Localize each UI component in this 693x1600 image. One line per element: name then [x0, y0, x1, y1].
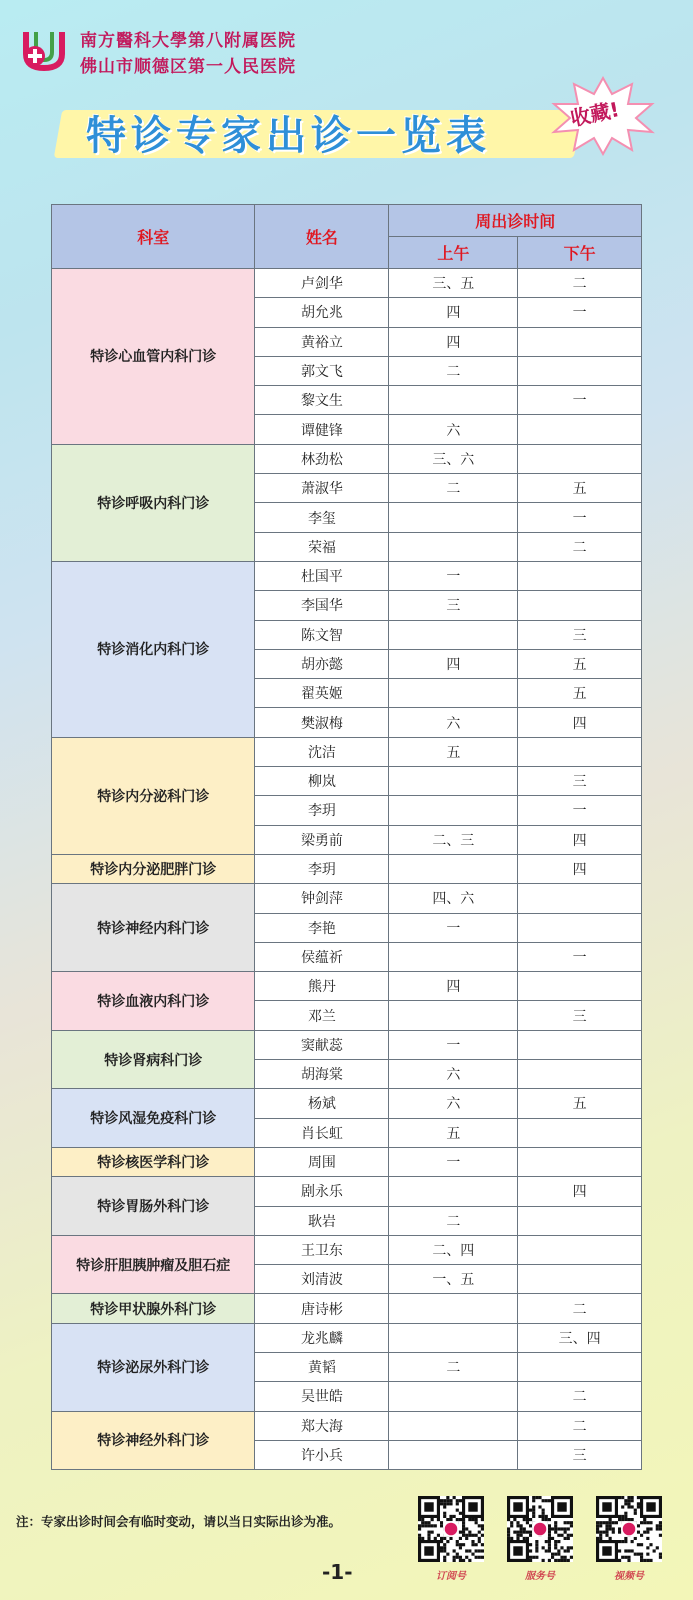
am-time-cell: 二	[389, 1352, 518, 1381]
am-time-cell: 五	[389, 1118, 518, 1147]
doctor-name-cell: 肖长虹	[255, 1118, 389, 1147]
hospital-name-primary: 南方醫科大學第八附属医院	[80, 31, 296, 51]
pm-time-cell	[518, 913, 642, 942]
am-time-cell	[389, 796, 518, 825]
pm-time-cell	[518, 1235, 642, 1264]
department-cell: 特诊心血管内科门诊	[52, 269, 255, 445]
table-row	[52, 1177, 642, 1206]
doctor-name-cell: 沈洁	[255, 737, 389, 766]
schedule-table	[51, 204, 642, 1470]
table-row	[52, 1147, 642, 1176]
department-cell: 特诊甲状腺外科门诊	[52, 1294, 255, 1323]
header-weekly: 周出诊时间	[389, 205, 642, 237]
am-time-cell: 四	[389, 327, 518, 356]
pm-time-cell	[518, 591, 642, 620]
table-row	[52, 972, 642, 1001]
department-cell: 特诊内分泌肥胖门诊	[52, 854, 255, 883]
pm-time-cell	[518, 1118, 642, 1147]
pm-time-cell	[518, 356, 642, 385]
am-time-cell: 四	[389, 298, 518, 327]
pm-time-cell: 五	[518, 474, 642, 503]
am-time-cell	[389, 679, 518, 708]
pm-time-cell: 三	[518, 1001, 642, 1030]
am-time-cell: 六	[389, 415, 518, 444]
table-row	[52, 269, 642, 298]
department-cell: 特诊神经内科门诊	[52, 884, 255, 972]
doctor-name-cell: 王卫东	[255, 1235, 389, 1264]
table-row	[52, 444, 642, 473]
am-time-cell: 二	[389, 474, 518, 503]
pm-time-cell	[518, 884, 642, 913]
pm-time-cell	[518, 1352, 642, 1381]
table-row	[52, 1235, 642, 1264]
department-cell: 特诊风湿免疫科门诊	[52, 1089, 255, 1148]
doctor-name-cell: 黄裕立	[255, 327, 389, 356]
doctor-name-cell: 樊淑梅	[255, 708, 389, 737]
pm-time-cell	[518, 415, 642, 444]
doctor-name-cell: 李玺	[255, 503, 389, 532]
pm-time-cell: 三	[518, 1440, 642, 1469]
department-cell: 特诊泌尿外科门诊	[52, 1323, 255, 1411]
pm-time-cell: 五	[518, 649, 642, 678]
pm-time-cell: 二	[518, 269, 642, 298]
doctor-name-cell: 吴世皓	[255, 1382, 389, 1411]
department-cell: 特诊消化内科门诊	[52, 561, 255, 737]
am-time-cell: 一	[389, 561, 518, 590]
doctor-name-cell: 侯蕴祈	[255, 942, 389, 971]
table-row	[52, 884, 642, 913]
pm-time-cell: 四	[518, 1177, 642, 1206]
am-time-cell: 一	[389, 1147, 518, 1176]
header-name: 姓名	[255, 205, 389, 269]
doctor-name-cell: 胡海棠	[255, 1060, 389, 1089]
pm-time-cell: 四	[518, 854, 642, 883]
pm-time-cell: 五	[518, 679, 642, 708]
table-row	[52, 1323, 642, 1352]
doctor-name-cell: 卢剑华	[255, 269, 389, 298]
doctor-name-cell: 邓兰	[255, 1001, 389, 1030]
table-row	[52, 1030, 642, 1059]
doctor-name-cell: 荣福	[255, 532, 389, 561]
department-cell: 特诊核医学科门诊	[52, 1147, 255, 1176]
am-time-cell	[389, 767, 518, 796]
table-row	[52, 854, 642, 883]
doctor-name-cell: 窦献蕊	[255, 1030, 389, 1059]
am-time-cell	[389, 1323, 518, 1352]
doctor-name-cell: 李艳	[255, 913, 389, 942]
am-time-cell	[389, 532, 518, 561]
doctor-name-cell: 杜国平	[255, 561, 389, 590]
department-cell: 特诊胃肠外科门诊	[52, 1177, 255, 1236]
doctor-name-cell: 胡亦懿	[255, 649, 389, 678]
favorite-badge-label: 收藏!	[568, 97, 622, 131]
doctor-name-cell: 龙兆麟	[255, 1323, 389, 1352]
pm-time-cell	[518, 1265, 642, 1294]
am-time-cell	[389, 854, 518, 883]
am-time-cell: 三	[389, 591, 518, 620]
qr-code-label: 视频号	[614, 1571, 644, 1582]
header-pm: 下午	[518, 237, 642, 269]
department-cell: 特诊血液内科门诊	[52, 972, 255, 1031]
doctor-name-cell: 李玥	[255, 854, 389, 883]
doctor-name-cell: 萧淑华	[255, 474, 389, 503]
doctor-name-cell: 钟剑萍	[255, 884, 389, 913]
pm-time-cell: 三	[518, 620, 642, 649]
doctor-name-cell: 耿岩	[255, 1206, 389, 1235]
doctor-name-cell: 李玥	[255, 796, 389, 825]
pm-time-cell: 二	[518, 1294, 642, 1323]
department-cell: 特诊内分泌科门诊	[52, 737, 255, 854]
am-time-cell	[389, 1440, 518, 1469]
department-cell: 特诊肾病科门诊	[52, 1030, 255, 1089]
am-time-cell	[389, 1001, 518, 1030]
doctor-name-cell: 梁勇前	[255, 825, 389, 854]
pm-time-cell: 一	[518, 298, 642, 327]
am-time-cell: 一	[389, 1030, 518, 1059]
table-row	[52, 1411, 642, 1440]
pm-time-cell: 一	[518, 942, 642, 971]
pm-time-cell: 一	[518, 503, 642, 532]
pm-time-cell: 二	[518, 1411, 642, 1440]
pm-time-cell: 二	[518, 532, 642, 561]
hospital-header	[22, 22, 342, 78]
doctor-name-cell: 黎文生	[255, 386, 389, 415]
doctor-name-cell: 胡允兆	[255, 298, 389, 327]
am-time-cell	[389, 942, 518, 971]
qr-code-icon[interactable]	[596, 1496, 662, 1562]
am-time-cell: 四	[389, 649, 518, 678]
am-time-cell: 六	[389, 708, 518, 737]
favorite-badge[interactable]	[548, 76, 678, 156]
doctor-name-cell: 郭文飞	[255, 356, 389, 385]
am-time-cell	[389, 503, 518, 532]
table-row	[52, 1294, 642, 1323]
department-cell: 特诊神经外科门诊	[52, 1411, 255, 1470]
pm-time-cell	[518, 972, 642, 1001]
header-am: 上午	[389, 237, 518, 269]
department-cell: 特诊肝胆胰肿瘤及胆石症	[52, 1235, 255, 1294]
pm-time-cell	[518, 444, 642, 473]
am-time-cell: 六	[389, 1060, 518, 1089]
header-department: 科室	[52, 205, 255, 269]
pm-time-cell: 五	[518, 1089, 642, 1118]
pm-time-cell: 四	[518, 825, 642, 854]
pm-time-cell: 四	[518, 708, 642, 737]
pm-time-cell: 二	[518, 1382, 642, 1411]
page-number: -1-	[322, 1560, 353, 1584]
am-time-cell: 一	[389, 913, 518, 942]
pm-time-cell	[518, 1147, 642, 1176]
doctor-name-cell: 谭健锋	[255, 415, 389, 444]
doctor-name-cell: 周围	[255, 1147, 389, 1176]
doctor-name-cell: 许小兵	[255, 1440, 389, 1469]
am-time-cell	[389, 1382, 518, 1411]
hospital-name-secondary: 佛山市顺德区第一人民医院	[80, 57, 296, 77]
qr-code-label: 服务号	[525, 1571, 555, 1582]
doctor-name-cell: 李国华	[255, 591, 389, 620]
doctor-name-cell: 陈文智	[255, 620, 389, 649]
doctor-name-cell: 剧永乐	[255, 1177, 389, 1206]
am-time-cell	[389, 620, 518, 649]
pm-time-cell	[518, 327, 642, 356]
am-time-cell: 二	[389, 356, 518, 385]
am-time-cell: 二	[389, 1206, 518, 1235]
doctor-name-cell: 唐诗彬	[255, 1294, 389, 1323]
doctor-name-cell: 杨斌	[255, 1089, 389, 1118]
pm-time-cell: 一	[518, 796, 642, 825]
qr-code-icon[interactable]	[507, 1496, 573, 1562]
am-time-cell: 二、三	[389, 825, 518, 854]
pm-time-cell	[518, 1030, 642, 1059]
hospital-logo-icon	[22, 26, 72, 72]
doctor-name-cell: 刘清波	[255, 1265, 389, 1294]
am-time-cell	[389, 386, 518, 415]
qr-code-icon[interactable]	[418, 1496, 484, 1562]
doctor-name-cell: 林劲松	[255, 444, 389, 473]
pm-time-cell: 一	[518, 386, 642, 415]
qr-code-label: 订阅号	[436, 1571, 466, 1582]
am-time-cell: 六	[389, 1089, 518, 1118]
pm-time-cell	[518, 737, 642, 766]
pm-time-cell	[518, 561, 642, 590]
pm-time-cell: 三	[518, 767, 642, 796]
table-row	[52, 561, 642, 590]
title-banner	[58, 97, 622, 170]
am-time-cell: 三、六	[389, 444, 518, 473]
am-time-cell: 三、五	[389, 269, 518, 298]
page-title: 特诊专家出诊一览表	[86, 113, 491, 159]
am-time-cell: 五	[389, 737, 518, 766]
pm-time-cell	[518, 1060, 642, 1089]
pm-time-cell: 三、四	[518, 1323, 642, 1352]
am-time-cell	[389, 1294, 518, 1323]
am-time-cell	[389, 1177, 518, 1206]
doctor-name-cell: 熊丹	[255, 972, 389, 1001]
doctor-name-cell: 黄韬	[255, 1352, 389, 1381]
am-time-cell: 二、四	[389, 1235, 518, 1264]
doctor-name-cell: 郑大海	[255, 1411, 389, 1440]
doctor-name-cell: 翟英姬	[255, 679, 389, 708]
table-row	[52, 737, 642, 766]
pm-time-cell	[518, 1206, 642, 1235]
am-time-cell: 一、五	[389, 1265, 518, 1294]
doctor-name-cell: 柳岚	[255, 767, 389, 796]
am-time-cell	[389, 1411, 518, 1440]
table-row	[52, 1089, 642, 1118]
footer-note: 注：专家出诊时间会有临时变动，请以当日实际出诊为准。	[16, 1514, 342, 1529]
am-time-cell: 四、六	[389, 884, 518, 913]
department-cell: 特诊呼吸内科门诊	[52, 444, 255, 561]
schedule-body	[52, 269, 642, 1470]
am-time-cell: 四	[389, 972, 518, 1001]
